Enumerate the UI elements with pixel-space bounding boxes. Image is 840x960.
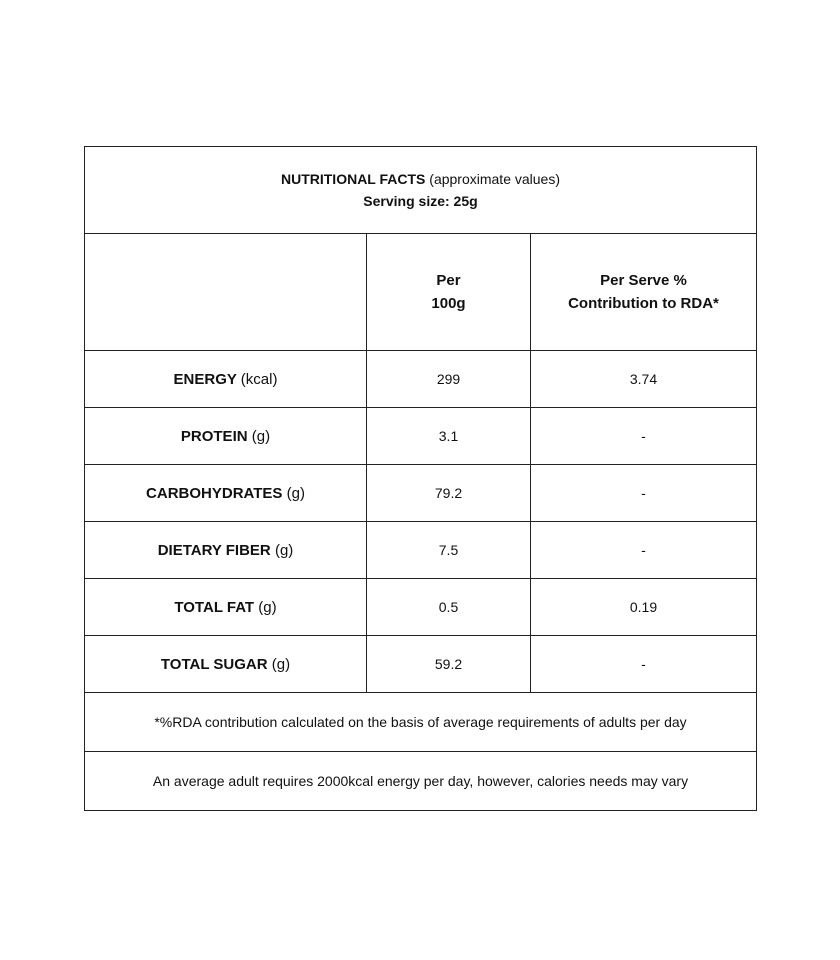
title-line bbox=[85, 168, 756, 190]
footnote-row bbox=[85, 752, 757, 811]
nutrient-unit: (kcal) bbox=[240, 370, 278, 388]
nutrient-name bbox=[85, 465, 367, 522]
nutrient-unit: (g) bbox=[271, 655, 291, 673]
header-per-100g-line2: 100g bbox=[431, 295, 466, 312]
header-rda-line1: Per Serve % bbox=[600, 272, 687, 289]
header-rda-line2: Contribution to RDA* bbox=[568, 295, 719, 312]
nutrient-label: TOTAL FAT bbox=[174, 598, 255, 616]
nutrient-unit: (g) bbox=[251, 427, 271, 445]
rda-footnote: *%RDA contribution calculated on the basis of average requirements of adults per day bbox=[85, 693, 757, 752]
per-100g-value: 299 bbox=[367, 351, 531, 408]
table-row bbox=[85, 465, 757, 522]
nutrient-label: TOTAL SUGAR bbox=[160, 655, 268, 673]
nutrient-unit: (g) bbox=[274, 541, 294, 559]
nutrient-label: CARBOHYDRATES bbox=[146, 484, 283, 502]
header-empty-cell bbox=[85, 234, 367, 351]
rda-value: 3.74 bbox=[531, 351, 757, 408]
title-heading: NUTRITIONAL FACTS bbox=[280, 171, 426, 187]
header-per-100g-line1: Per bbox=[436, 272, 461, 289]
per-100g-value: 59.2 bbox=[367, 636, 531, 693]
serving-size: Serving size: 25g bbox=[363, 193, 478, 209]
nutrient-label: ENERGY bbox=[173, 370, 237, 388]
nutrient-name bbox=[85, 351, 367, 408]
rda-value: - bbox=[531, 522, 757, 579]
table-row bbox=[85, 351, 757, 408]
nutrient-name bbox=[85, 636, 367, 693]
nutrient-label: PROTEIN bbox=[180, 427, 248, 445]
per-100g-value: 7.5 bbox=[367, 522, 531, 579]
table-title bbox=[85, 147, 757, 234]
table-row bbox=[85, 522, 757, 579]
column-header-row bbox=[85, 234, 757, 351]
per-100g-value: 79.2 bbox=[367, 465, 531, 522]
nutrient-name bbox=[85, 579, 367, 636]
table-row bbox=[85, 579, 757, 636]
rda-value: - bbox=[531, 408, 757, 465]
rda-value: 0.19 bbox=[531, 579, 757, 636]
rda-value: - bbox=[531, 636, 757, 693]
nutrient-label: DIETARY FIBER bbox=[157, 541, 271, 559]
nutrient-unit: (g) bbox=[258, 598, 277, 616]
header-rda bbox=[531, 234, 757, 351]
per-100g-value: 0.5 bbox=[367, 579, 531, 636]
header-per-100g bbox=[367, 234, 531, 351]
table-row bbox=[85, 636, 757, 693]
per-100g-value: 3.1 bbox=[367, 408, 531, 465]
footnote-row bbox=[85, 693, 757, 752]
energy-footnote: An average adult requires 2000kcal energy per day, however, calories needs may vary bbox=[85, 752, 757, 811]
table-row bbox=[85, 408, 757, 465]
nutrient-name bbox=[85, 522, 367, 579]
nutrient-name bbox=[85, 408, 367, 465]
title-heading-note: (approximate values) bbox=[429, 171, 561, 187]
nutrient-unit: (g) bbox=[286, 484, 305, 502]
title-row bbox=[85, 147, 757, 234]
rda-value: - bbox=[531, 465, 757, 522]
nutrition-facts-table bbox=[84, 146, 757, 811]
